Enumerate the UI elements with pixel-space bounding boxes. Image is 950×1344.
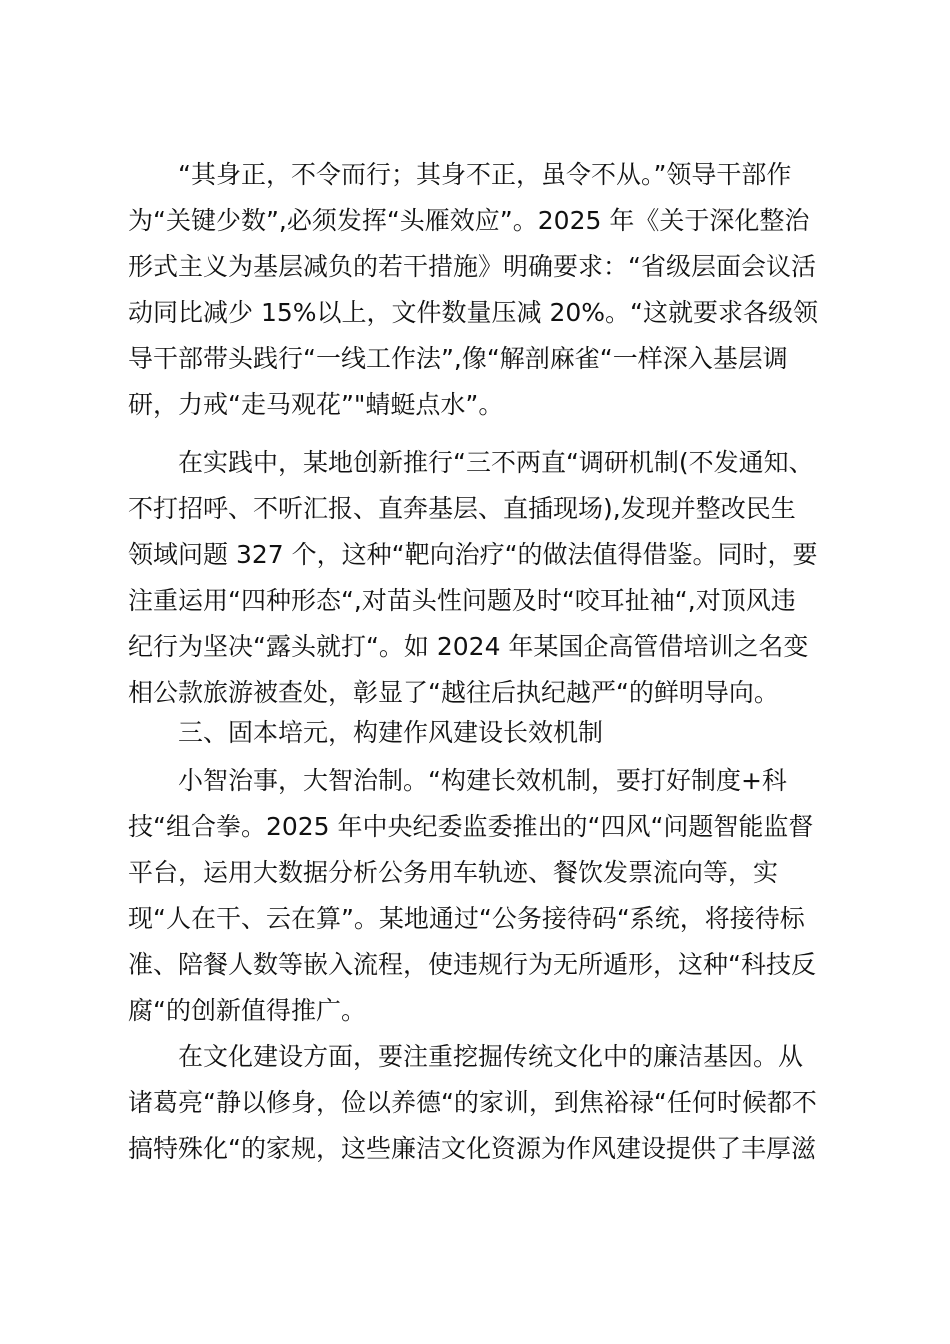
text-line: 技“组合拳。2025 年中央纪委监委推出的“四风“问题智能监督 [128, 812, 814, 841]
text-line: 动同比减少 15%以上，文件数量压减 20%。“这就要求各级领 [128, 298, 818, 327]
text-line: 相公款旅游被查处，彰显了“越往后执纪越严“的鲜明导向。 [128, 678, 779, 707]
text-line: 注重运用“四种形态“,对苗头性问题及时“咬耳扯袖“,对顶风违 [128, 586, 796, 615]
text-line: 纪行为坚决“露头就打“。如 2024 年某国企高管借培训之名变 [128, 632, 809, 661]
text-line: 在文化建设方面，要注重挖掘传统文化中的廉洁基因。从 [178, 1042, 804, 1071]
text-line: 现“人在干、云在算”。某地通过“公务接待码“系统，将接待标 [128, 904, 805, 933]
text-line: 形式主义为基层减负的若干措施》明确要求：“省级层面会议活 [128, 252, 816, 281]
text-line: 领域问题 327 个，这种“靶向治疗“的做法值得借鉴。同时，要 [128, 540, 818, 569]
text-line: 小智治事，大智治制。“构建长效机制，要打好制度+科 [178, 766, 787, 795]
text-line: 研，力戒“走马观花”"蜻蜓点水”。 [128, 390, 504, 419]
text-line: 不打招呼、不听汇报、直奔基层、直插现场),发现并整改民生 [128, 494, 796, 523]
text-line: “其身正，不令而行；其身不正，虽令不从。”领导干部作 [178, 160, 792, 189]
text-line: 腐“的创新值得推广。 [128, 996, 366, 1025]
text-line: 在实践中，某地创新推行“三不两直“调研机制(不发通知、 [178, 448, 814, 477]
text-line: 搞特殊化“的家规，这些廉洁文化资源为作风建设提供了丰厚滋 [128, 1134, 816, 1163]
section-heading: 三、固本培元，构建作风建设长效机制 [178, 718, 604, 747]
text-line: 准、陪餐人数等嵌入流程，使违规行为无所遁形，这种“科技反 [128, 950, 816, 979]
text-line: 平台，运用大数据分析公务用车轨迹、餐饮发票流向等，实 [128, 858, 779, 887]
text-line: 为“关键少数”,必须发挥“头雁效应”。2025 年《关于深化整治 [128, 206, 810, 235]
text-line: 导干部带头践行“一线工作法”,像“解剖麻雀“一样深入基层调 [128, 344, 788, 373]
text-line: 诸葛亮“静以修身，俭以养德“的家训，到焦裕禄“任何时候都不 [128, 1088, 817, 1117]
